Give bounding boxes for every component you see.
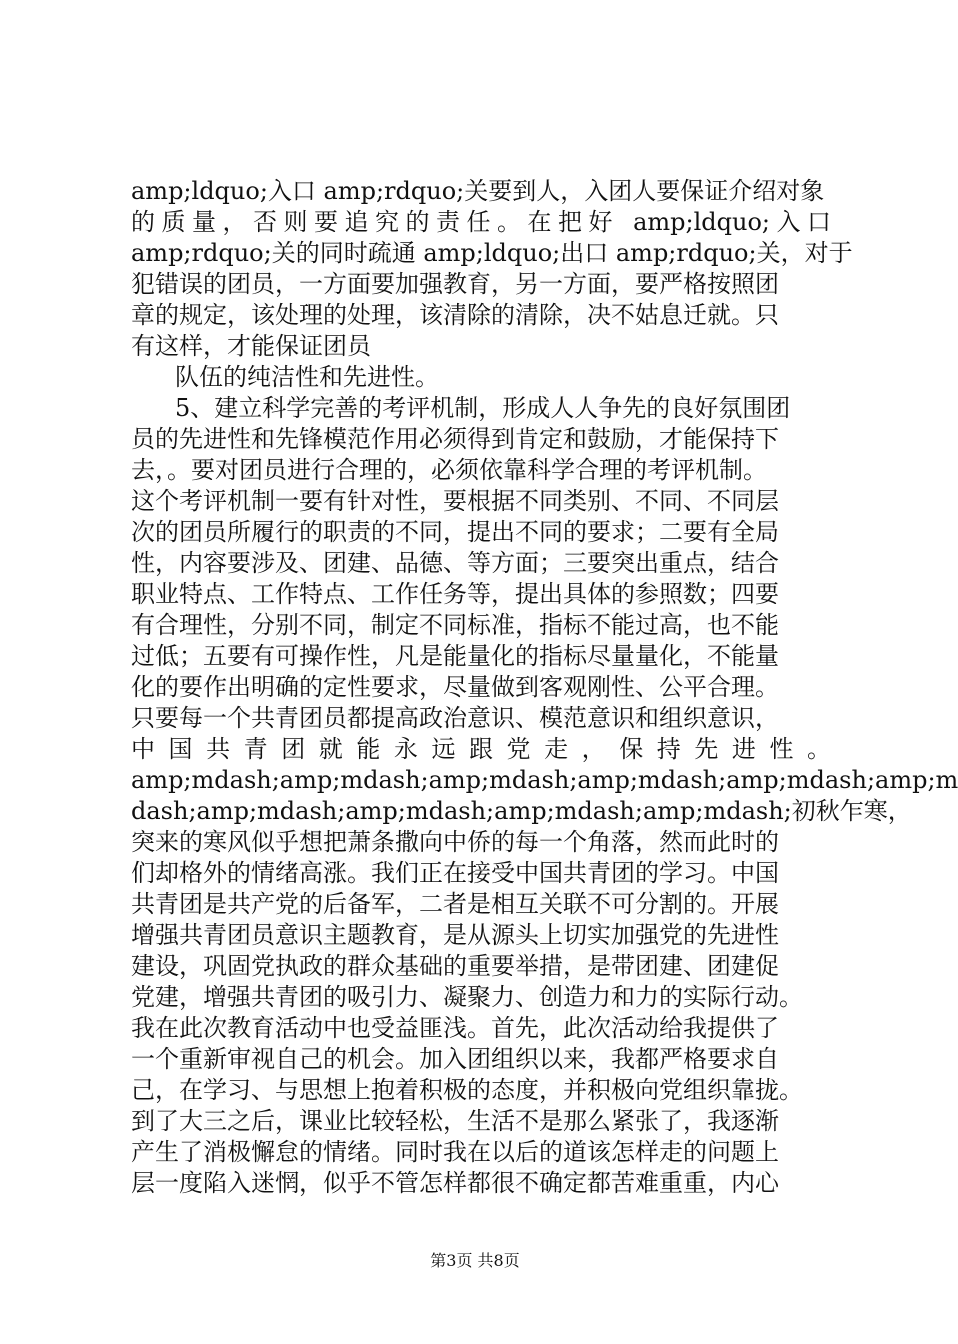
text-line: 职业特点、工作特点、工作任务等，提出具体的参照数；四要 — [131, 580, 779, 608]
text-line: 共青团是共产党的后备军，二者是相互关联不可分割的。开展 — [131, 890, 779, 918]
text-line: 己，在学习、与思想上抱着积极的态度，并积极向党组织靠拢。 — [131, 1076, 803, 1104]
text-line: 一个重新审视自己的机会。加入团组织以来，我都严格要求自 — [131, 1045, 779, 1073]
text-line: 犯错误的团员，一方面要加强教育，另一方面，要严格按照团 — [131, 270, 779, 298]
text-line: dash;amp;mdash;amp;mdash;amp;mdash;amp;mdash;初秋乍寒， — [131, 797, 912, 825]
text-line: 增强共青团员意识主题教育，是从源头上切实加强党的先进性 — [131, 921, 779, 949]
text-line: 有这样，才能保证团员 — [131, 332, 371, 360]
text-line: 到了大三之后，课业比较轻松，生活不是那么紧张了，我逐渐 — [131, 1107, 779, 1135]
text-line: 过低；五要有可操作性，凡是能量化的指标尽量量化，不能量 — [131, 642, 779, 670]
text-line: 性，内容要涉及、团建、品德、等方面；三要突出重点，结合 — [131, 549, 779, 577]
text-line: 去，。要对团员进行合理的，必须依靠科学合理的考评机制。 — [131, 456, 767, 484]
text-line: 队伍的纯洁性和先进性。 — [175, 363, 439, 391]
text-line: 层一度陷入迷惘，似乎不管怎样都很不确定都苦难重重，内心 — [131, 1169, 779, 1197]
text-line: amp;ldquo;入口 amp;rdquo;关要到人，入团人要保证介绍对象 — [131, 177, 825, 205]
text-line: 中国共青团就能永远跟党走，保持先进性。 — [131, 735, 831, 763]
text-line: 我在此次教育活动中也受益匪浅。首先，此次活动给我提供了 — [131, 1014, 779, 1042]
text-line: 只要每一个共青团员都提高政治意识、模范意识和组织意识， — [131, 704, 779, 732]
text-line: 建设，巩固党执政的群众基础的重要举措，是带团建、团建促 — [131, 952, 779, 980]
text-line: amp;rdquo;关的同时疏通 amp;ldquo;出口 amp;rdquo;关，对于 — [131, 239, 853, 267]
text-line: 突来的寒风似乎想把萧条撒向中侨的每一个角落，然而此时的 — [131, 828, 779, 856]
text-line: 产生了消极懈怠的情绪。同时我在以后的道该怎样走的问题上 — [131, 1138, 779, 1166]
text-line: 党建，增强共青团的吸引力、凝聚力、创造力和力的实际行动。 — [131, 983, 803, 1011]
text-line: 次的团员所履行的职责的不同，提出不同的要求；二要有全局 — [131, 518, 779, 546]
text-line: 的质量，否则要追究的责任。在把好 amp;ldquo;入口 — [131, 208, 831, 236]
text-line: 有合理性，分别不同，制定不同标准，指标不能过高，也不能 — [131, 611, 779, 639]
page-number-footer: 第3页 共8页 — [430, 1251, 520, 1270]
text-line: 章的规定，该处理的处理，该清除的清除，决不姑息迁就。只 — [131, 301, 779, 329]
text-line: 们却格外的情绪高涨。我们正在接受中国共青团的学习。中国 — [131, 859, 779, 887]
text-line: amp;mdash;amp;mdash;amp;mdash;amp;mdash;amp;mdash;amp;m — [131, 766, 958, 794]
text-line: 5、建立科学完善的考评机制，形成人人争先的良好氛围团 — [175, 394, 791, 422]
text-line: 员的先进性和先锋模范作用必须得到肯定和鼓励，才能保持下 — [131, 425, 779, 453]
text-line: 这个考评机制一要有针对性，要根据不同类别、不同、不同层 — [131, 487, 779, 515]
text-line: 化的要作出明确的定性要求，尽量做到客观刚性、公平合理。 — [131, 673, 779, 701]
